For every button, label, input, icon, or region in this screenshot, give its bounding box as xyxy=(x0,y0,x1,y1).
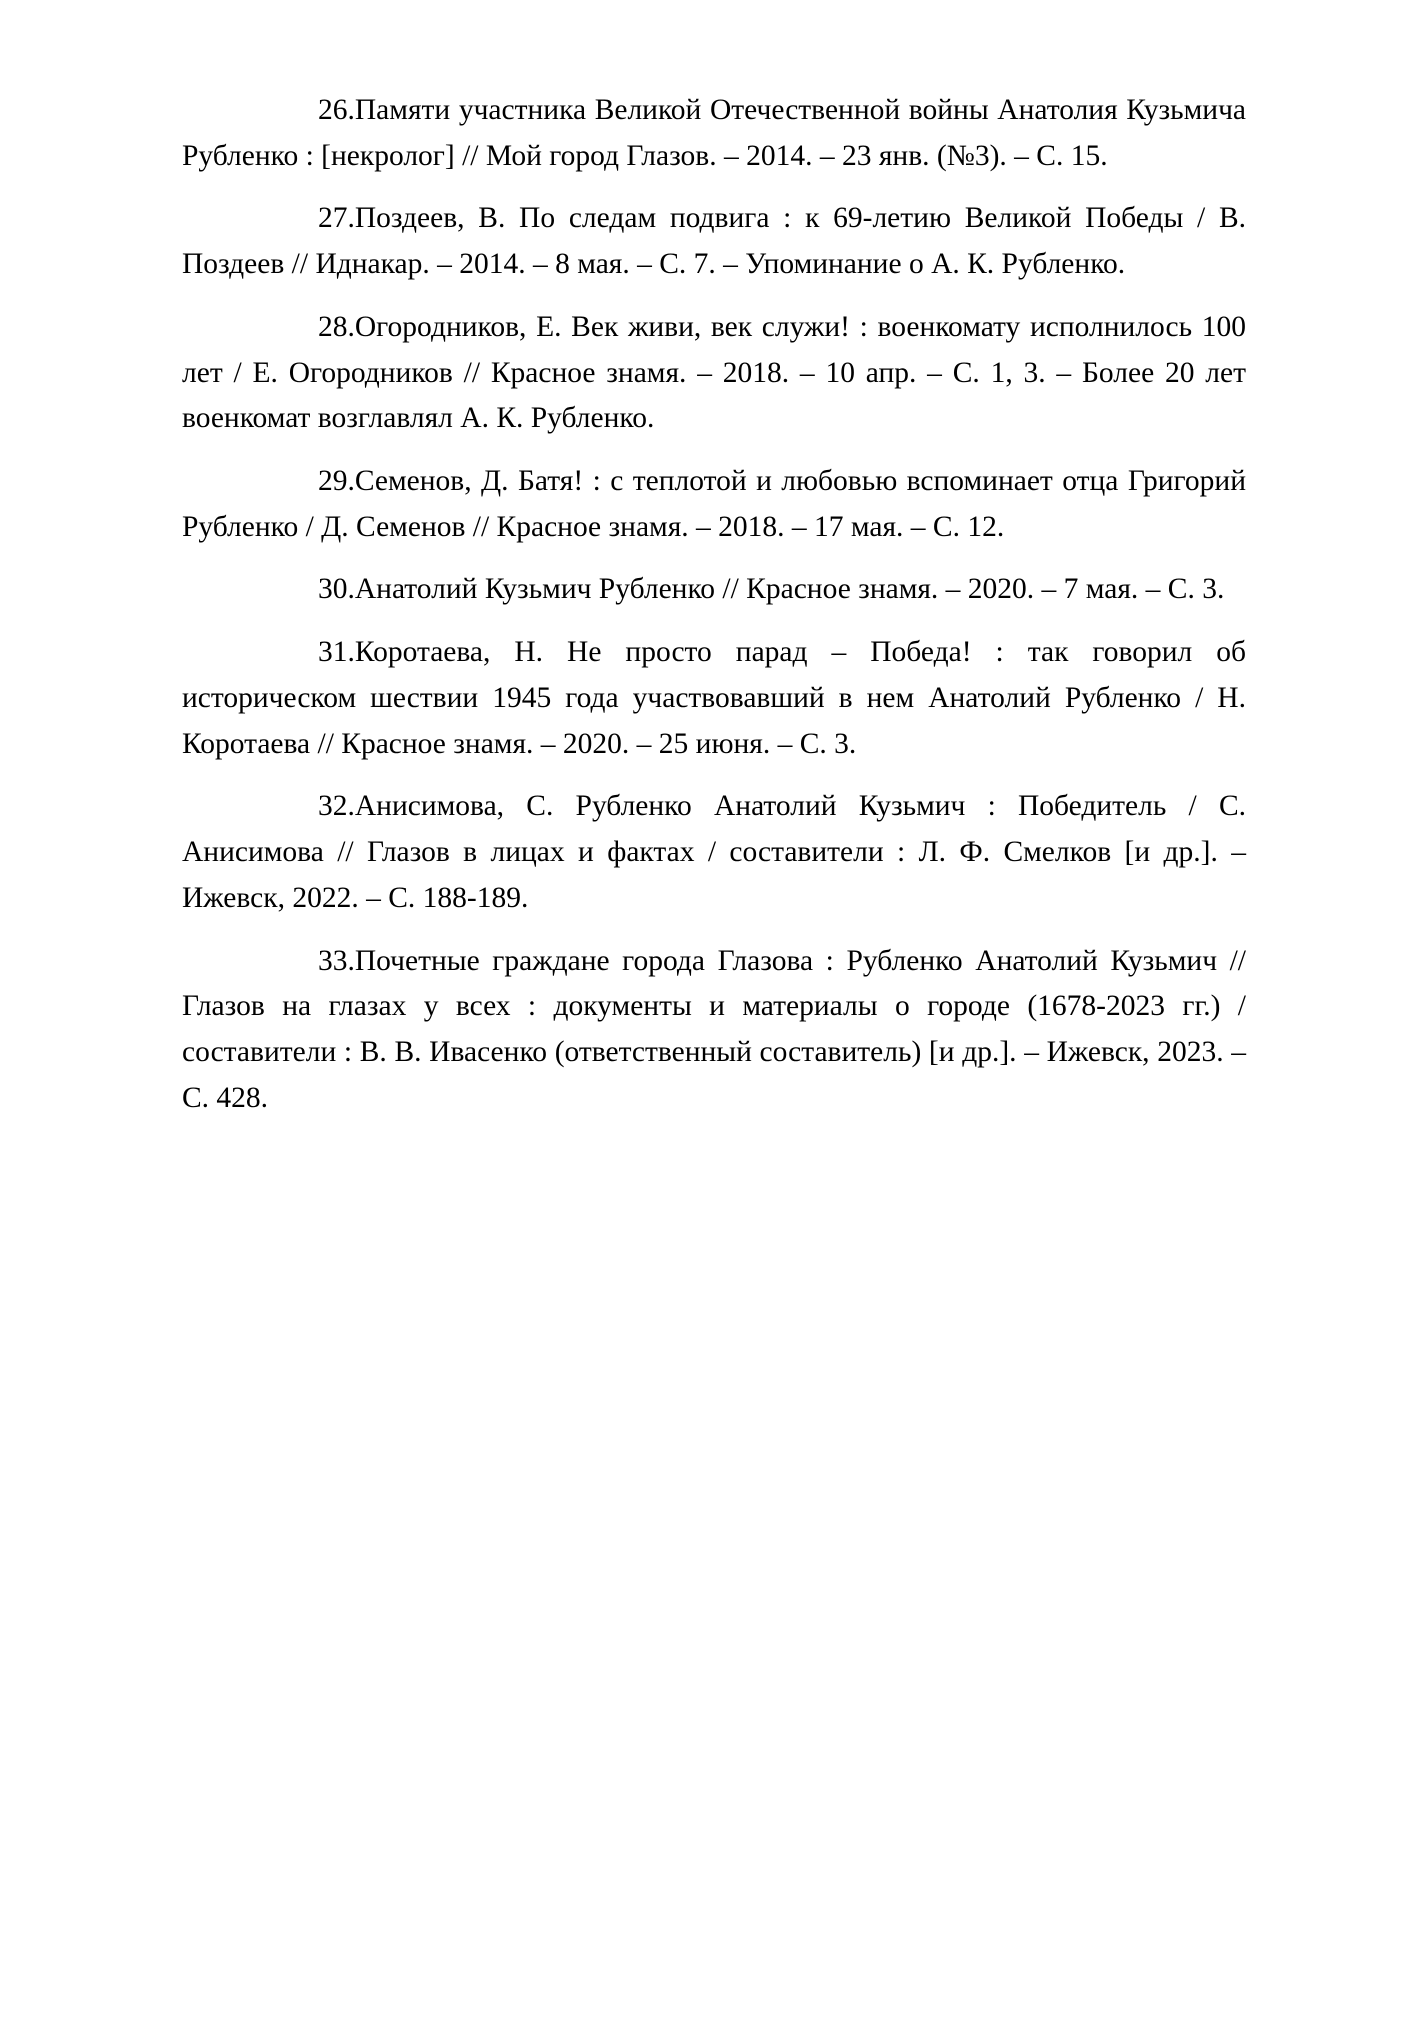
entry-text: Анисимова, С. Рубленко Анатолий Кузьмич : Победитель / С. Анисимова // Глазов в лицах и фактах / составители : Л. Ф. Смелков [и др.]. – Ижевск, 2022. – С. 188-189. xyxy=(182,790,1246,914)
list-item xyxy=(182,459,1246,550)
entry-number: 28. xyxy=(318,310,355,343)
entry-number: 33. xyxy=(318,944,355,977)
entry-number: 26. xyxy=(318,94,355,126)
entry-number: 31. xyxy=(318,636,355,669)
entry-number: 32. xyxy=(318,790,355,823)
list-item xyxy=(182,939,1246,1122)
entry-text: Коротаева, Н. Не просто парад – Победа! : так говорил об историческом шествии 1945 года участвовавший в нем Анатолий Рубленко / Н. Коротаева // Красное знамя. – 2020. – 25 июня. – С. 3. xyxy=(182,636,1246,760)
bibliography-list xyxy=(182,88,1246,1121)
entry-text: Поздеев, В. По следам подвига : к 69-летию Великой Победы / В. Поздеев // Иднакар. – 2014. – 8 мая. – С. 7. – Упоминание о А. К. Рубленко. xyxy=(182,202,1246,281)
entry-text: Огородников, Е. Век живи, век служи! : военкомату исполнилось 100 лет / Е. Огородников // Красное знамя. – 2018. – 10 апр. – С. 1, 3. – Более 20 лет военкомат возглавлял А. К. Рубленко. xyxy=(182,310,1246,435)
entry-text: Почетные граждане города Глазова : Рубленко Анатолий Кузьмич // Глазов на глазах у всех : документы и материалы о городе (1678-2023 гг.) / составители : В. В. Ивасенко (ответственный составитель) [и др.]. – Ижевск, 2023. – С. 428. xyxy=(182,944,1246,1114)
entry-number: 30. xyxy=(318,573,355,606)
entry-number: 29. xyxy=(318,465,355,498)
entry-number: 27. xyxy=(318,202,355,235)
list-item xyxy=(182,88,1246,179)
entry-text: Семенов, Д. Батя! : с теплотой и любовью вспоминает отца Григорий Рубленко / Д. Семенов // Красное знамя. – 2018. – 17 мая. – С. 12. xyxy=(182,465,1246,543)
entry-text: Памяти участника Великой Отечественной войны Анатолия Кузьмича Рубленко : [некролог] // Мой город Глазов. – 2014. – 23 янв. (№3). – С. 15. xyxy=(182,94,1246,172)
list-item xyxy=(182,630,1246,767)
list-item xyxy=(182,567,1246,613)
list-item xyxy=(182,784,1246,921)
list-item xyxy=(182,305,1246,442)
entry-text: Анатолий Кузьмич Рубленко // Красное знамя. – 2020. – 7 мая. – С. 3. xyxy=(354,573,1225,606)
list-item xyxy=(182,196,1246,287)
